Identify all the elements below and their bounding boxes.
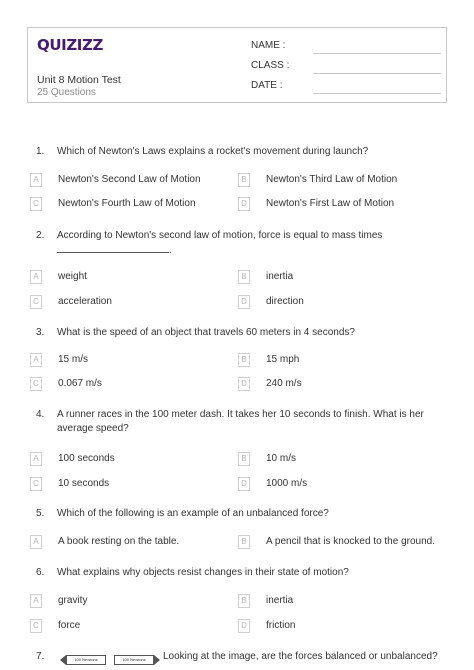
option-text: Newton's Third Law of Motion: [266, 174, 398, 185]
class-field[interactable]: [251, 60, 441, 74]
option-text: acceleration: [58, 296, 112, 307]
option-letter-box: B: [238, 270, 250, 284]
option-letter-box: C: [30, 477, 42, 491]
option-letter-box: A: [30, 535, 42, 549]
option-text: A book resting on the table.: [58, 536, 180, 547]
question-text: According to Newton's second law of motion, force is equal to mass times: [57, 230, 383, 241]
question-number: 5.: [36, 508, 45, 519]
question-number: 4.: [36, 409, 45, 420]
question-text: Which of the following is an example of an unbalanced force?: [57, 508, 329, 519]
option-letter-box: A: [30, 594, 42, 608]
option-letter-box: B: [238, 452, 250, 466]
option-letter-box: D: [238, 619, 250, 633]
name-label: NAME :: [251, 40, 286, 51]
blank-underline: [57, 243, 169, 253]
option-text: Newton's Fourth Law of Motion: [58, 198, 196, 209]
answer-blank-line: [57, 243, 452, 258]
option-text: 100 seconds: [58, 453, 115, 464]
option-letter-box: B: [238, 594, 250, 608]
option-text: weight: [58, 271, 87, 282]
option-text: Newton's Second Law of Motion: [58, 174, 201, 185]
option-letter-box: C: [30, 197, 42, 211]
option-text: 1000 m/s: [266, 478, 308, 489]
force-label-left: 100 Newtons: [66, 655, 106, 665]
date-field[interactable]: [251, 80, 441, 94]
option-letter-box: A: [30, 353, 42, 367]
option-text: 240 m/s: [266, 378, 302, 389]
option-text: inertia: [266, 595, 294, 606]
question-text: What is the speed of an object that travels 60 meters in 4 seconds?: [57, 327, 355, 338]
option-text: 0.067 m/s: [58, 378, 102, 389]
class-label: CLASS :: [251, 60, 290, 71]
option-text: A pencil that is knocked to the ground.: [266, 536, 435, 547]
option-text: gravity: [58, 595, 88, 606]
question-number: 2.: [36, 230, 45, 241]
name-line[interactable]: [313, 53, 441, 54]
option-letter-box: B: [238, 173, 250, 187]
worksheet-header: [27, 27, 447, 103]
option-text: inertia: [266, 271, 294, 282]
option-letter-box: B: [238, 535, 250, 549]
option-text: direction: [266, 296, 304, 307]
option-letter-box: D: [238, 377, 250, 391]
question-text: Which of Newton's Laws explains a rocket's movement during launch?: [57, 146, 369, 157]
option-letter-box: D: [238, 295, 250, 309]
option-letter-box: C: [30, 619, 42, 633]
name-field[interactable]: [251, 40, 441, 54]
option-letter-box: A: [30, 270, 42, 284]
option-text: 15 m/s: [58, 354, 89, 365]
question-text: What explains why objects resist changes in their state of motion?: [57, 567, 349, 578]
question-number: 3.: [36, 327, 45, 338]
class-line[interactable]: [313, 73, 441, 74]
option-text: 15 mph: [266, 354, 300, 365]
date-line[interactable]: [313, 93, 441, 94]
option-letter-box: C: [30, 295, 42, 309]
question-number: 7.: [36, 651, 45, 662]
option-text: Newton's First Law of Motion: [266, 198, 395, 209]
blank-period: .: [169, 245, 172, 256]
option-letter-box: C: [30, 377, 42, 391]
force-label-right: 100 Newtons: [114, 655, 154, 665]
option-letter-box: A: [30, 173, 42, 187]
option-letter-box: D: [238, 197, 250, 211]
date-label: DATE :: [251, 80, 283, 91]
option-text: 10 seconds: [58, 478, 110, 489]
option-text: 10 m/s: [266, 453, 297, 464]
test-title: Unit 8 Motion Test: [37, 74, 121, 86]
option-letter-box: D: [238, 477, 250, 491]
question-number: 6.: [36, 567, 45, 578]
quizizz-logo: QUIZIZZ: [37, 36, 103, 54]
question-number: 1.: [36, 146, 45, 157]
question-count: 25 Questions: [37, 87, 96, 98]
option-text: friction: [266, 620, 296, 631]
force-diagram: [60, 653, 160, 667]
option-letter-box: B: [238, 353, 250, 367]
question-text: A runner races in the 100 meter dash. It takes her 10 seconds to finish. What is her average speed?: [57, 409, 424, 434]
question-text: Looking at the image, are the forces balanced or unbalanced?: [163, 651, 438, 662]
option-letter-box: A: [30, 452, 42, 466]
option-text: force: [58, 620, 81, 631]
